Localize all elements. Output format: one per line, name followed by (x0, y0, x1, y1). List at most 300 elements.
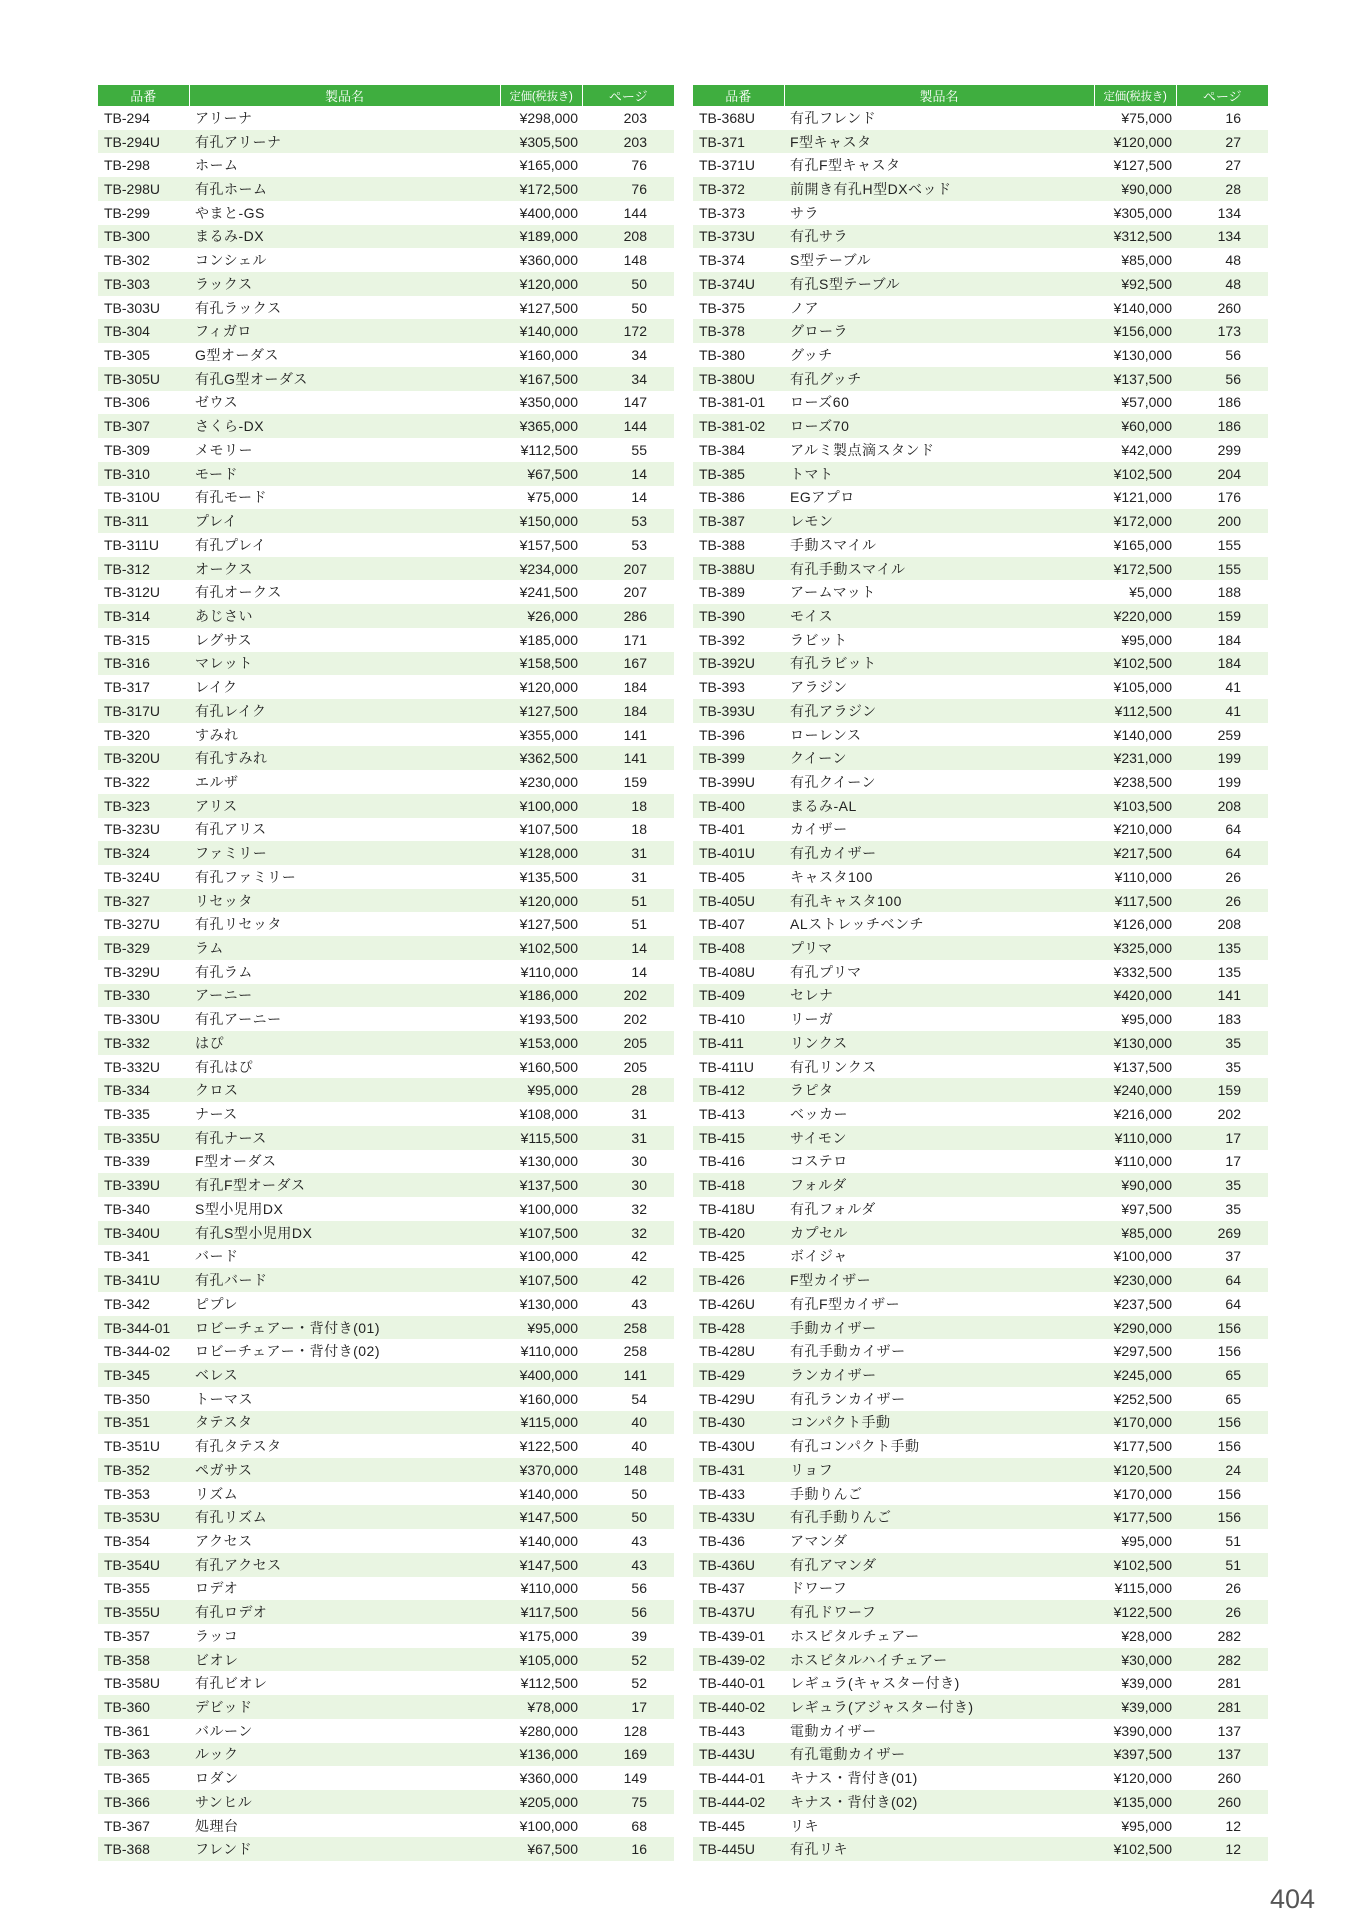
product-name: コンシェル (195, 252, 267, 269)
product-code: TB-372 (693, 177, 784, 201)
catalog-page: 188 (1217, 584, 1241, 601)
table-row (693, 1292, 1268, 1316)
product-code: TB-323U (104, 821, 161, 838)
product-name: ノア (790, 299, 819, 316)
table-row (693, 248, 1268, 272)
product-name: サイモン (784, 1126, 1094, 1150)
product-price: ¥95,000 (1121, 1817, 1172, 1834)
table-row (693, 1743, 1268, 1767)
table-row (693, 794, 1268, 818)
product-code: TB-332 (98, 1031, 189, 1055)
catalog-page: 184 (1176, 652, 1268, 676)
product-code: TB-408 (693, 936, 784, 960)
catalog-page: 56 (631, 1580, 647, 1597)
table-row (693, 675, 1268, 699)
catalog-page: 76 (582, 177, 674, 201)
product-price: ¥298,000 (519, 109, 578, 126)
table-row (693, 177, 1268, 201)
catalog-page: 155 (1217, 536, 1241, 553)
table-row (98, 248, 674, 272)
product-price: ¥167,500 (500, 367, 582, 391)
product-price: ¥120,000 (1113, 1770, 1172, 1787)
product-name: はぴ (189, 1031, 500, 1055)
product-name: カイザー (790, 821, 848, 838)
table-row (98, 984, 674, 1008)
product-code: TB-425 (699, 1248, 745, 1265)
header-price: 定価(税抜き) (1094, 85, 1176, 106)
product-code: TB-426U (699, 1295, 756, 1312)
catalog-page: 128 (623, 1722, 647, 1739)
product-name: レギュラ(アジャスター付き) (784, 1695, 1094, 1719)
product-price: ¥26,000 (500, 604, 582, 628)
product-code: TB-352 (98, 1458, 189, 1482)
product-price: ¥115,000 (1114, 1580, 1172, 1597)
product-price: ¥135,000 (1094, 1790, 1176, 1814)
product-name: グローラ (784, 319, 1094, 343)
catalog-page: 64 (1176, 1268, 1268, 1292)
product-name: 有孔F型キャスタ (790, 157, 901, 174)
product-name: ローズ70 (784, 414, 1094, 438)
catalog-page: 50 (631, 1485, 647, 1502)
product-name: リーガ (790, 1011, 834, 1028)
catalog-page: 65 (1176, 1363, 1268, 1387)
catalog-page: 208 (1176, 794, 1268, 818)
product-price: ¥102,500 (1094, 1837, 1176, 1861)
product-price: ¥120,000 (1094, 130, 1176, 154)
table-row (98, 1624, 674, 1648)
product-name: 有孔コンパクト手動 (790, 1438, 920, 1455)
catalog-page: 28 (1176, 177, 1268, 201)
product-price: ¥365,000 (500, 414, 582, 438)
catalog-page: 269 (1176, 1221, 1268, 1245)
product-name: 有孔アーニー (195, 1011, 282, 1028)
table-row (693, 1482, 1268, 1506)
table-row (693, 1245, 1268, 1269)
product-name: リズム (195, 1485, 239, 1502)
product-code: TB-355 (104, 1580, 150, 1597)
product-code: TB-440-02 (693, 1695, 784, 1719)
product-code: TB-444-01 (699, 1770, 766, 1787)
table-row (98, 960, 674, 984)
product-name: 電動カイザー (790, 1722, 877, 1739)
table-row (693, 1221, 1268, 1245)
table-row (693, 391, 1268, 415)
table-row (693, 1007, 1268, 1031)
product-name: まるみ-AL (784, 794, 1094, 818)
product-price: ¥67,500 (500, 462, 582, 486)
catalog-page: 159 (1176, 1078, 1268, 1102)
table-row (98, 818, 674, 842)
product-name: 有孔レイク (189, 699, 500, 723)
product-code: TB-389 (699, 584, 745, 601)
table-row (98, 1600, 674, 1624)
product-price: ¥30,000 (1094, 1648, 1176, 1672)
product-price: ¥362,500 (500, 746, 582, 770)
product-price: ¥42,000 (1121, 441, 1172, 458)
product-name: あじさい (189, 604, 500, 628)
product-name: リョフ (784, 1458, 1094, 1482)
product-code: TB-335 (104, 1106, 150, 1123)
product-price: ¥157,500 (519, 536, 578, 553)
table-row (693, 1268, 1268, 1292)
catalog-page: 148 (623, 252, 647, 269)
catalog-page: 26 (1176, 889, 1268, 913)
product-code: TB-324U (104, 868, 161, 885)
catalog-page: 14 (582, 462, 674, 486)
product-price: ¥127,500 (519, 916, 578, 933)
table-row (98, 1648, 674, 1672)
catalog-page: 156 (1176, 1505, 1268, 1529)
product-code: TB-396 (699, 726, 745, 743)
catalog-page: 203 (623, 109, 647, 126)
product-price: ¥140,000 (519, 1485, 578, 1502)
product-price: ¥230,000 (1094, 1268, 1176, 1292)
catalog-page: 53 (582, 509, 674, 533)
product-name: ロビーチェアー・背付き(02) (195, 1343, 380, 1360)
product-name: 有孔グッチ (784, 367, 1094, 391)
table-row (693, 438, 1268, 462)
catalog-page: 30 (582, 1173, 674, 1197)
product-price: ¥126,000 (1113, 916, 1172, 933)
product-price: ¥67,500 (500, 1837, 582, 1861)
product-name: リキ (790, 1817, 819, 1834)
table-row (693, 1197, 1268, 1221)
catalog-page: 26 (1225, 868, 1241, 885)
catalog-page: 53 (631, 536, 647, 553)
product-name: アリーナ (195, 109, 253, 126)
product-code: TB-299 (104, 204, 150, 221)
table-row (98, 486, 674, 510)
product-code: TB-353U (98, 1505, 189, 1529)
product-name: ロデオ (195, 1580, 239, 1597)
product-price: ¥147,500 (500, 1505, 582, 1529)
catalog-page: 258 (623, 1343, 647, 1360)
product-price: ¥312,500 (1094, 225, 1176, 249)
table-row (693, 984, 1268, 1008)
product-price: ¥100,000 (519, 1200, 578, 1217)
product-code: TB-294 (104, 109, 150, 126)
table-row (693, 652, 1268, 676)
product-price: ¥102,500 (1094, 462, 1176, 486)
product-name: レグサス (195, 631, 253, 648)
product-price: ¥370,000 (500, 1458, 582, 1482)
product-code: TB-444-02 (693, 1790, 784, 1814)
product-code: TB-381-02 (693, 414, 784, 438)
product-code: TB-415 (693, 1126, 784, 1150)
product-code: TB-371U (699, 157, 756, 174)
product-code: TB-330U (104, 1011, 161, 1028)
product-price: ¥237,500 (1113, 1295, 1172, 1312)
product-name: 有孔カイザー (784, 841, 1094, 865)
table-row (98, 391, 674, 415)
product-name: F型キャスタ (784, 130, 1094, 154)
product-code: TB-306 (104, 394, 150, 411)
product-name: オークス (189, 557, 500, 581)
product-code: TB-429U (699, 1390, 756, 1407)
table-row (98, 1434, 674, 1458)
product-code: TB-335U (98, 1126, 189, 1150)
catalog-page: 26 (1225, 1580, 1241, 1597)
product-code: TB-317U (98, 699, 189, 723)
product-code: TB-368 (98, 1837, 189, 1861)
table-row (693, 580, 1268, 604)
catalog-page: 64 (1225, 821, 1241, 838)
catalog-page: 207 (623, 584, 647, 601)
table-row (693, 414, 1268, 438)
product-code: TB-385 (693, 462, 784, 486)
table-row (98, 1316, 674, 1340)
product-price: ¥110,000 (520, 1343, 578, 1360)
product-price: ¥110,000 (520, 963, 578, 980)
product-price: ¥120,000 (500, 272, 582, 296)
product-name: 有孔フォルダ (790, 1200, 876, 1217)
product-name: 有孔ラビット (784, 652, 1094, 676)
table-row (98, 604, 674, 628)
product-code: TB-342 (104, 1295, 150, 1312)
product-price: ¥92,500 (1094, 272, 1176, 296)
product-name: 有孔プリマ (790, 963, 862, 980)
product-name: トマト (784, 462, 1094, 486)
product-price: ¥305,500 (500, 130, 582, 154)
header-page: ページ (1176, 85, 1268, 106)
table-row (98, 652, 674, 676)
catalog-page: 24 (1176, 1458, 1268, 1482)
product-name: レギュラ(キャスター付き) (790, 1675, 960, 1692)
product-code: TB-339 (104, 1153, 150, 1170)
catalog-page: 147 (623, 394, 647, 411)
product-code: TB-388 (699, 536, 745, 553)
product-name: コステロ (790, 1153, 848, 1170)
table-row (98, 1055, 674, 1079)
table-row (693, 1434, 1268, 1458)
catalog-page: 200 (1176, 509, 1268, 533)
product-code: TB-418 (693, 1173, 784, 1197)
product-name: 手動カイザー (784, 1316, 1094, 1340)
product-name: レイク (195, 679, 238, 696)
product-price: ¥165,000 (1113, 536, 1172, 553)
product-code: TB-351 (98, 1411, 189, 1435)
table-row (98, 1695, 674, 1719)
product-code: TB-368U (699, 109, 756, 126)
product-name: カプセル (784, 1221, 1094, 1245)
table-row (98, 1529, 674, 1553)
product-price: ¥102,500 (1094, 652, 1176, 676)
catalog-page: 55 (631, 441, 647, 458)
product-name: 有孔リズム (189, 1505, 500, 1529)
table-row (98, 1078, 674, 1102)
catalog-page: 17 (1225, 1153, 1241, 1170)
product-code: TB-373U (693, 225, 784, 249)
product-name: 有孔アクセス (189, 1553, 500, 1577)
table-row (693, 319, 1268, 343)
table-row (693, 1790, 1268, 1814)
catalog-page: 50 (631, 299, 647, 316)
catalog-page: 148 (582, 1458, 674, 1482)
product-name: ゼウス (195, 394, 239, 411)
table-row (693, 106, 1268, 130)
product-price: ¥150,000 (500, 509, 582, 533)
product-price: ¥390,000 (1113, 1722, 1172, 1739)
product-code: TB-373 (699, 204, 745, 221)
product-price: ¥135,500 (519, 868, 578, 885)
product-code: TB-320U (98, 746, 189, 770)
catalog-page: 41 (1225, 679, 1241, 696)
catalog-page: 31 (582, 1126, 674, 1150)
product-code: TB-443 (699, 1722, 745, 1739)
table-row (693, 841, 1268, 865)
product-name: さくら-DX (189, 414, 500, 438)
table-row (98, 1411, 674, 1435)
table-row (98, 1292, 674, 1316)
product-code: TB-399 (693, 746, 784, 770)
table-row (98, 1387, 674, 1411)
header-page: ページ (582, 85, 674, 106)
catalog-page: 144 (623, 204, 647, 221)
header-code: 品番 (693, 85, 784, 106)
product-name: コンパクト手動 (784, 1411, 1094, 1435)
catalog-page: 199 (1176, 746, 1268, 770)
product-name: ラム (189, 936, 500, 960)
table-row (98, 1363, 674, 1387)
product-price: ¥127,500 (500, 699, 582, 723)
product-code: TB-405U (693, 889, 784, 913)
product-code: TB-437U (693, 1600, 784, 1624)
product-name: ルック (189, 1743, 500, 1767)
table-row (693, 1055, 1268, 1079)
catalog-page: 64 (1176, 841, 1268, 865)
product-price: ¥28,000 (1121, 1627, 1172, 1644)
table-row (98, 865, 674, 889)
product-name: G型オーダス (195, 347, 279, 364)
product-price: ¥105,000 (1113, 679, 1172, 696)
catalog-page: 76 (631, 157, 647, 174)
product-price: ¥112,500 (520, 1675, 578, 1692)
product-code: TB-340U (98, 1221, 189, 1245)
product-code: TB-294U (98, 130, 189, 154)
catalog-page: 51 (1225, 1532, 1241, 1549)
catalog-page: 68 (631, 1817, 647, 1834)
product-name: レモン (784, 509, 1094, 533)
table-row (98, 723, 674, 747)
table-header-row (693, 85, 1268, 106)
product-name: F型オーダス (195, 1153, 277, 1170)
product-code: TB-311U (104, 536, 159, 553)
product-price: ¥127,500 (519, 299, 578, 316)
product-name: デビッド (189, 1695, 500, 1719)
catalog-page: 202 (582, 984, 674, 1008)
product-name: プリマ (784, 936, 1094, 960)
product-code: TB-298 (104, 157, 150, 174)
product-price: ¥95,000 (1121, 631, 1172, 648)
table-row (98, 770, 674, 794)
product-price: ¥130,000 (1094, 1031, 1176, 1055)
product-price: ¥177,500 (1094, 1505, 1176, 1529)
product-code: TB-358 (98, 1648, 189, 1672)
product-code: TB-380U (693, 367, 784, 391)
catalog-page: 35 (1225, 1058, 1241, 1075)
catalog-page: 27 (1225, 157, 1241, 174)
product-code: TB-393 (699, 679, 745, 696)
product-price: ¥160,500 (519, 1058, 578, 1075)
price-table-right (693, 85, 1268, 1861)
product-name: ペガサス (189, 1458, 500, 1482)
product-price: ¥95,000 (1121, 1011, 1172, 1028)
product-code: TB-340 (104, 1200, 150, 1217)
catalog-page: 18 (631, 821, 647, 838)
catalog-page: 26 (1176, 1600, 1268, 1624)
product-price: ¥172,500 (500, 177, 582, 201)
table-row (693, 1505, 1268, 1529)
table-row (693, 1671, 1268, 1695)
catalog-page: 156 (1217, 1343, 1241, 1360)
product-name: フォルダ (784, 1173, 1094, 1197)
product-name: 有孔ホーム (189, 177, 500, 201)
table-row (98, 130, 674, 154)
product-price: ¥122,500 (519, 1438, 578, 1455)
catalog-page: 42 (631, 1248, 647, 1265)
product-price: ¥100,000 (500, 794, 582, 818)
product-code: TB-401U (693, 841, 784, 865)
catalog-page: 159 (623, 773, 647, 790)
product-price: ¥108,000 (519, 1106, 578, 1123)
table-row (693, 1837, 1268, 1861)
catalog-page: 207 (582, 557, 674, 581)
catalog-page: 16 (582, 1837, 674, 1861)
product-price: ¥231,000 (1094, 746, 1176, 770)
catalog-page: 48 (1176, 272, 1268, 296)
product-name: ローレンス (790, 726, 862, 743)
product-code: TB-351U (104, 1438, 161, 1455)
product-price: ¥360,000 (519, 1770, 578, 1787)
catalog-page: 14 (582, 936, 674, 960)
catalog-page: 134 (1176, 225, 1268, 249)
product-price: ¥156,000 (1094, 319, 1176, 343)
catalog-page: 39 (631, 1627, 647, 1644)
product-name: モード (189, 462, 500, 486)
table-row (693, 557, 1268, 581)
product-code: TB-390 (693, 604, 784, 628)
header-name: 製品名 (784, 85, 1094, 106)
product-name: 有孔すみれ (189, 746, 500, 770)
catalog-page: 141 (623, 726, 647, 743)
product-name: 有孔リキ (784, 1837, 1094, 1861)
product-price: ¥90,000 (1094, 1173, 1176, 1197)
table-row (98, 414, 674, 438)
product-code: TB-357 (104, 1627, 150, 1644)
table-row (98, 1671, 674, 1695)
product-code: TB-371 (693, 130, 784, 154)
product-name: ラピタ (784, 1078, 1094, 1102)
product-name: ラッコ (195, 1627, 239, 1644)
catalog-page: 34 (582, 367, 674, 391)
table-row (693, 1529, 1268, 1553)
catalog-page: 137 (1217, 1722, 1241, 1739)
table-row (693, 343, 1268, 367)
product-name: ラビット (790, 631, 848, 648)
catalog-page: 40 (631, 1438, 647, 1455)
product-price: ¥140,000 (519, 1532, 578, 1549)
table-row (98, 225, 674, 249)
product-price: ¥297,500 (1113, 1343, 1172, 1360)
product-price: ¥158,500 (500, 652, 582, 676)
table-row (693, 486, 1268, 510)
product-name: ボイジャ (790, 1248, 848, 1265)
catalog-page: 12 (1176, 1837, 1268, 1861)
product-name: 有孔アラジン (784, 699, 1094, 723)
product-price: ¥230,000 (519, 773, 578, 790)
product-price: ¥238,500 (1113, 773, 1172, 790)
header-price: 定価(税抜き) (500, 85, 582, 106)
